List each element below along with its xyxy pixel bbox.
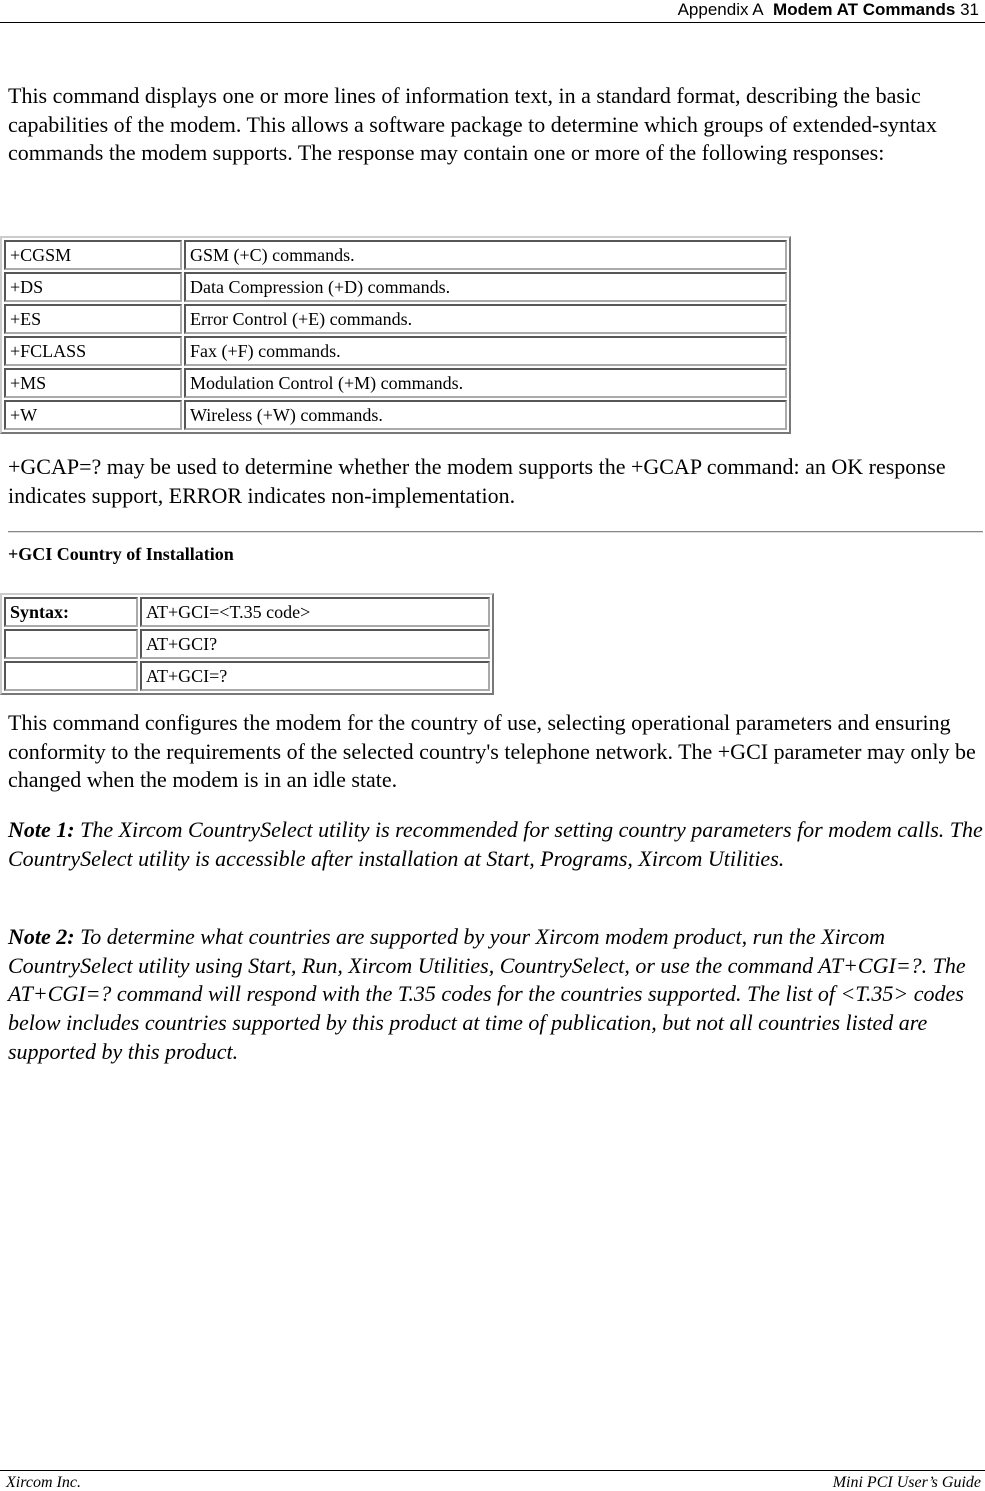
response-code: +FCLASS xyxy=(4,336,182,366)
note-1-label: Note 1: xyxy=(8,817,75,842)
note-2-label: Note 2: xyxy=(8,924,75,949)
header-prefix: Appendix A xyxy=(677,0,764,19)
response-description: GSM (+C) commands. xyxy=(184,240,787,270)
header-title: Modem AT Commands xyxy=(773,0,956,19)
syntax-cell: AT+GCI=<T.35 code> xyxy=(140,597,490,627)
section-heading: +GCI Country of Installation xyxy=(8,544,234,564)
gcap-note: +GCAP=? may be used to determine whether the modem supports the +GCAP command: an OK response indicates support, ERROR indicates non-implementation. xyxy=(8,454,946,508)
header-rule xyxy=(0,22,985,23)
section-divider xyxy=(8,531,983,533)
footer-left: Xircom Inc. xyxy=(6,1474,81,1491)
table-row xyxy=(4,272,787,302)
syntax-cell: AT+GCI? xyxy=(140,629,490,659)
response-code: +CGSM xyxy=(4,240,182,270)
responses-table xyxy=(0,236,791,434)
syntax-cell: AT+GCI=? xyxy=(140,661,490,691)
table-row xyxy=(4,240,787,270)
syntax-label: Syntax: xyxy=(4,597,138,627)
response-code: +DS xyxy=(4,272,182,302)
table-row xyxy=(4,336,787,366)
gci-description: This command configures the modem for the country of use, selecting operational parameters and ensuring conformity to the requirements of the selected country's telephone network. The +GCI parameter may only be changed when the modem is in an idle state. xyxy=(8,710,976,793)
response-code: +W xyxy=(4,400,182,430)
table-row xyxy=(4,400,787,430)
page-number: 31 xyxy=(960,0,979,19)
response-description: Modulation Control (+M) commands. xyxy=(184,368,787,398)
page-header xyxy=(678,0,979,20)
empty-cell xyxy=(4,661,138,691)
note-2 xyxy=(8,923,983,1067)
table-row xyxy=(4,304,787,334)
note-1-text: The Xircom CountrySelect utility is recommended for setting country parameters for modem calls. The CountrySelect utility is accessible after installation at Start, Programs, Xircom Utilities. xyxy=(8,817,983,871)
response-description: Wireless (+W) commands. xyxy=(184,400,787,430)
response-code: +MS xyxy=(4,368,182,398)
note-2-text: To determine what countries are supported by your Xircom modem product, run the Xircom CountrySelect utility using Start, Run, Xircom Utilities, CountrySelect, or use the command AT+CGI=?. The AT+CGI=? command will respond with the T.35 codes for the countries supported. The list of <T.35> codes below includes countries supported by this product at time of publication, but not all countries listed are supported by this product. xyxy=(8,924,966,1064)
response-description: Fax (+F) commands. xyxy=(184,336,787,366)
footer-right: Mini PCI User’s Guide xyxy=(832,1474,981,1491)
response-code: +ES xyxy=(4,304,182,334)
note-1 xyxy=(8,816,983,873)
empty-cell xyxy=(4,629,138,659)
response-description: Error Control (+E) commands. xyxy=(184,304,787,334)
response-description: Data Compression (+D) commands. xyxy=(184,272,787,302)
intro-paragraph: This command displays one or more lines of information text, in a standard format, describing the basic capabilities of the modem. This allows a software package to determine which groups of extended-syntax commands the modem supports. The response may contain one or more of the following responses: xyxy=(8,83,937,166)
footer-rule xyxy=(0,1470,985,1471)
syntax-table xyxy=(0,593,494,695)
table-row xyxy=(4,368,787,398)
